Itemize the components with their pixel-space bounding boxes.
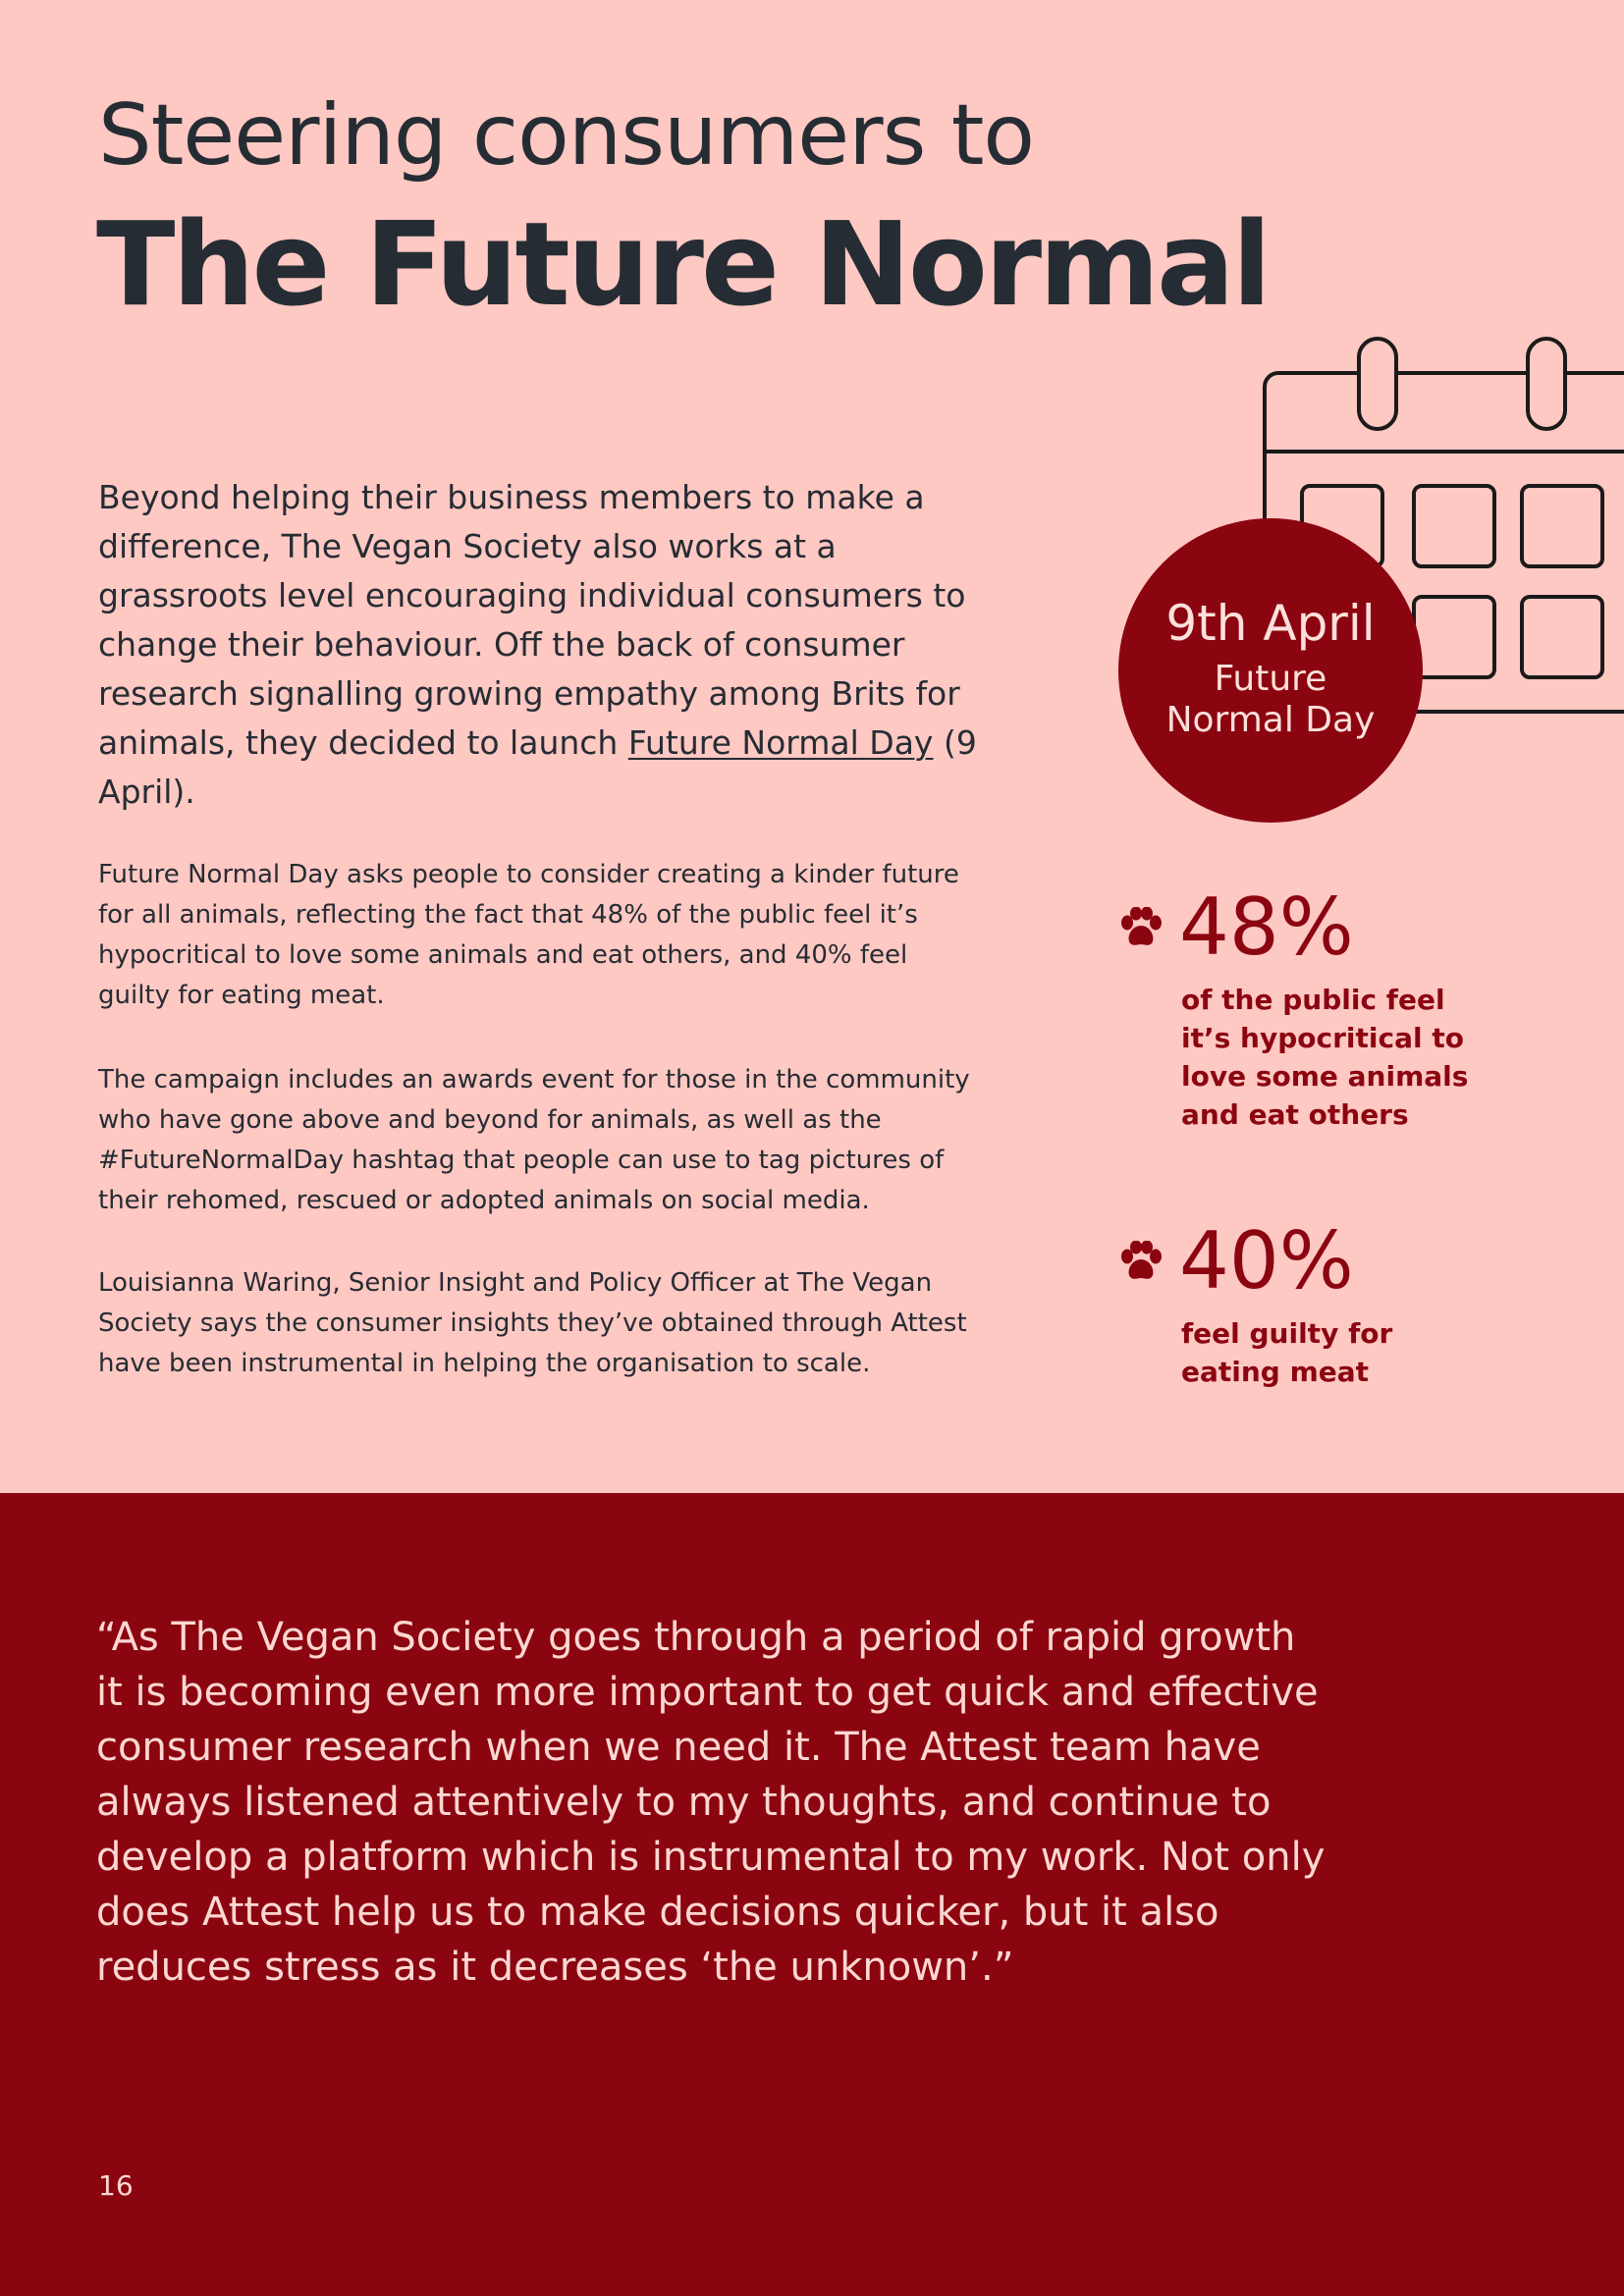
paw-icon (1119, 1241, 1163, 1282)
testimonial-quote: “As The Vegan Society goes through a period of rapid growth it is becoming even more important to get quick and effective consumer research when we need it. The Attest team have always listened attentively to my thoughts, and continue to develop a platform which is instrumental to my work. Not only does Attest help us to make decisions quicker, but it also reduces stress as it decreases ‘the unknown’.” (96, 1615, 1326, 1990)
paw-icon (1119, 907, 1163, 948)
body-paragraph-1: Future Normal Day asks people to consider creating a kinder future for all animals, reflecting the fact that 48% of the public feel it’s hypocritical to love some animals and eat others, and 40% feel guilty for eating meat. (98, 860, 959, 1010)
intro-text-after: (9 April). (98, 723, 977, 811)
intro-paragraph (98, 473, 982, 817)
page-number: 16 (98, 2169, 134, 2202)
date-badge-date: 9th April (1165, 595, 1376, 652)
date-badge (1118, 518, 1423, 823)
body-paragraph-2: The campaign includes an awards event for those in the community who have gone above and beyond for animals, as well as the #FutureNormalDay hashtag that people can use to tag pictures of their rehomed, rescued or adopted animals on social media. (98, 1065, 970, 1215)
stat-description: feel guilty for eating meat (1181, 1317, 1393, 1388)
intro-text-before: Beyond helping their business members to make a difference, The Vegan Society also works at a grassroots level encouraging individual consumers to change their behaviour. Off the back of consumer research signalling growing empathy among Brits for animals, they decided to launch (98, 478, 966, 762)
body-paragraph-3: Louisianna Waring, Senior Insight and Policy Officer at The Vegan Society says the consumer insights they’ve obtained through Attest have been instrumental in helping the organisation to scale. (98, 1268, 967, 1378)
title-line-2: The Future Normal (96, 196, 1270, 332)
title-line-1: Steering consumers to (98, 86, 1035, 185)
stat-value: 40% (1179, 1215, 1354, 1307)
stat-value: 48% (1179, 881, 1354, 973)
date-badge-event: Future Normal Day (1165, 659, 1376, 740)
stat-description: of the public feel it’s hypocritical to love some animals and eat others (1181, 984, 1469, 1131)
future-normal-day-link[interactable]: Future Normal Day (627, 723, 934, 762)
